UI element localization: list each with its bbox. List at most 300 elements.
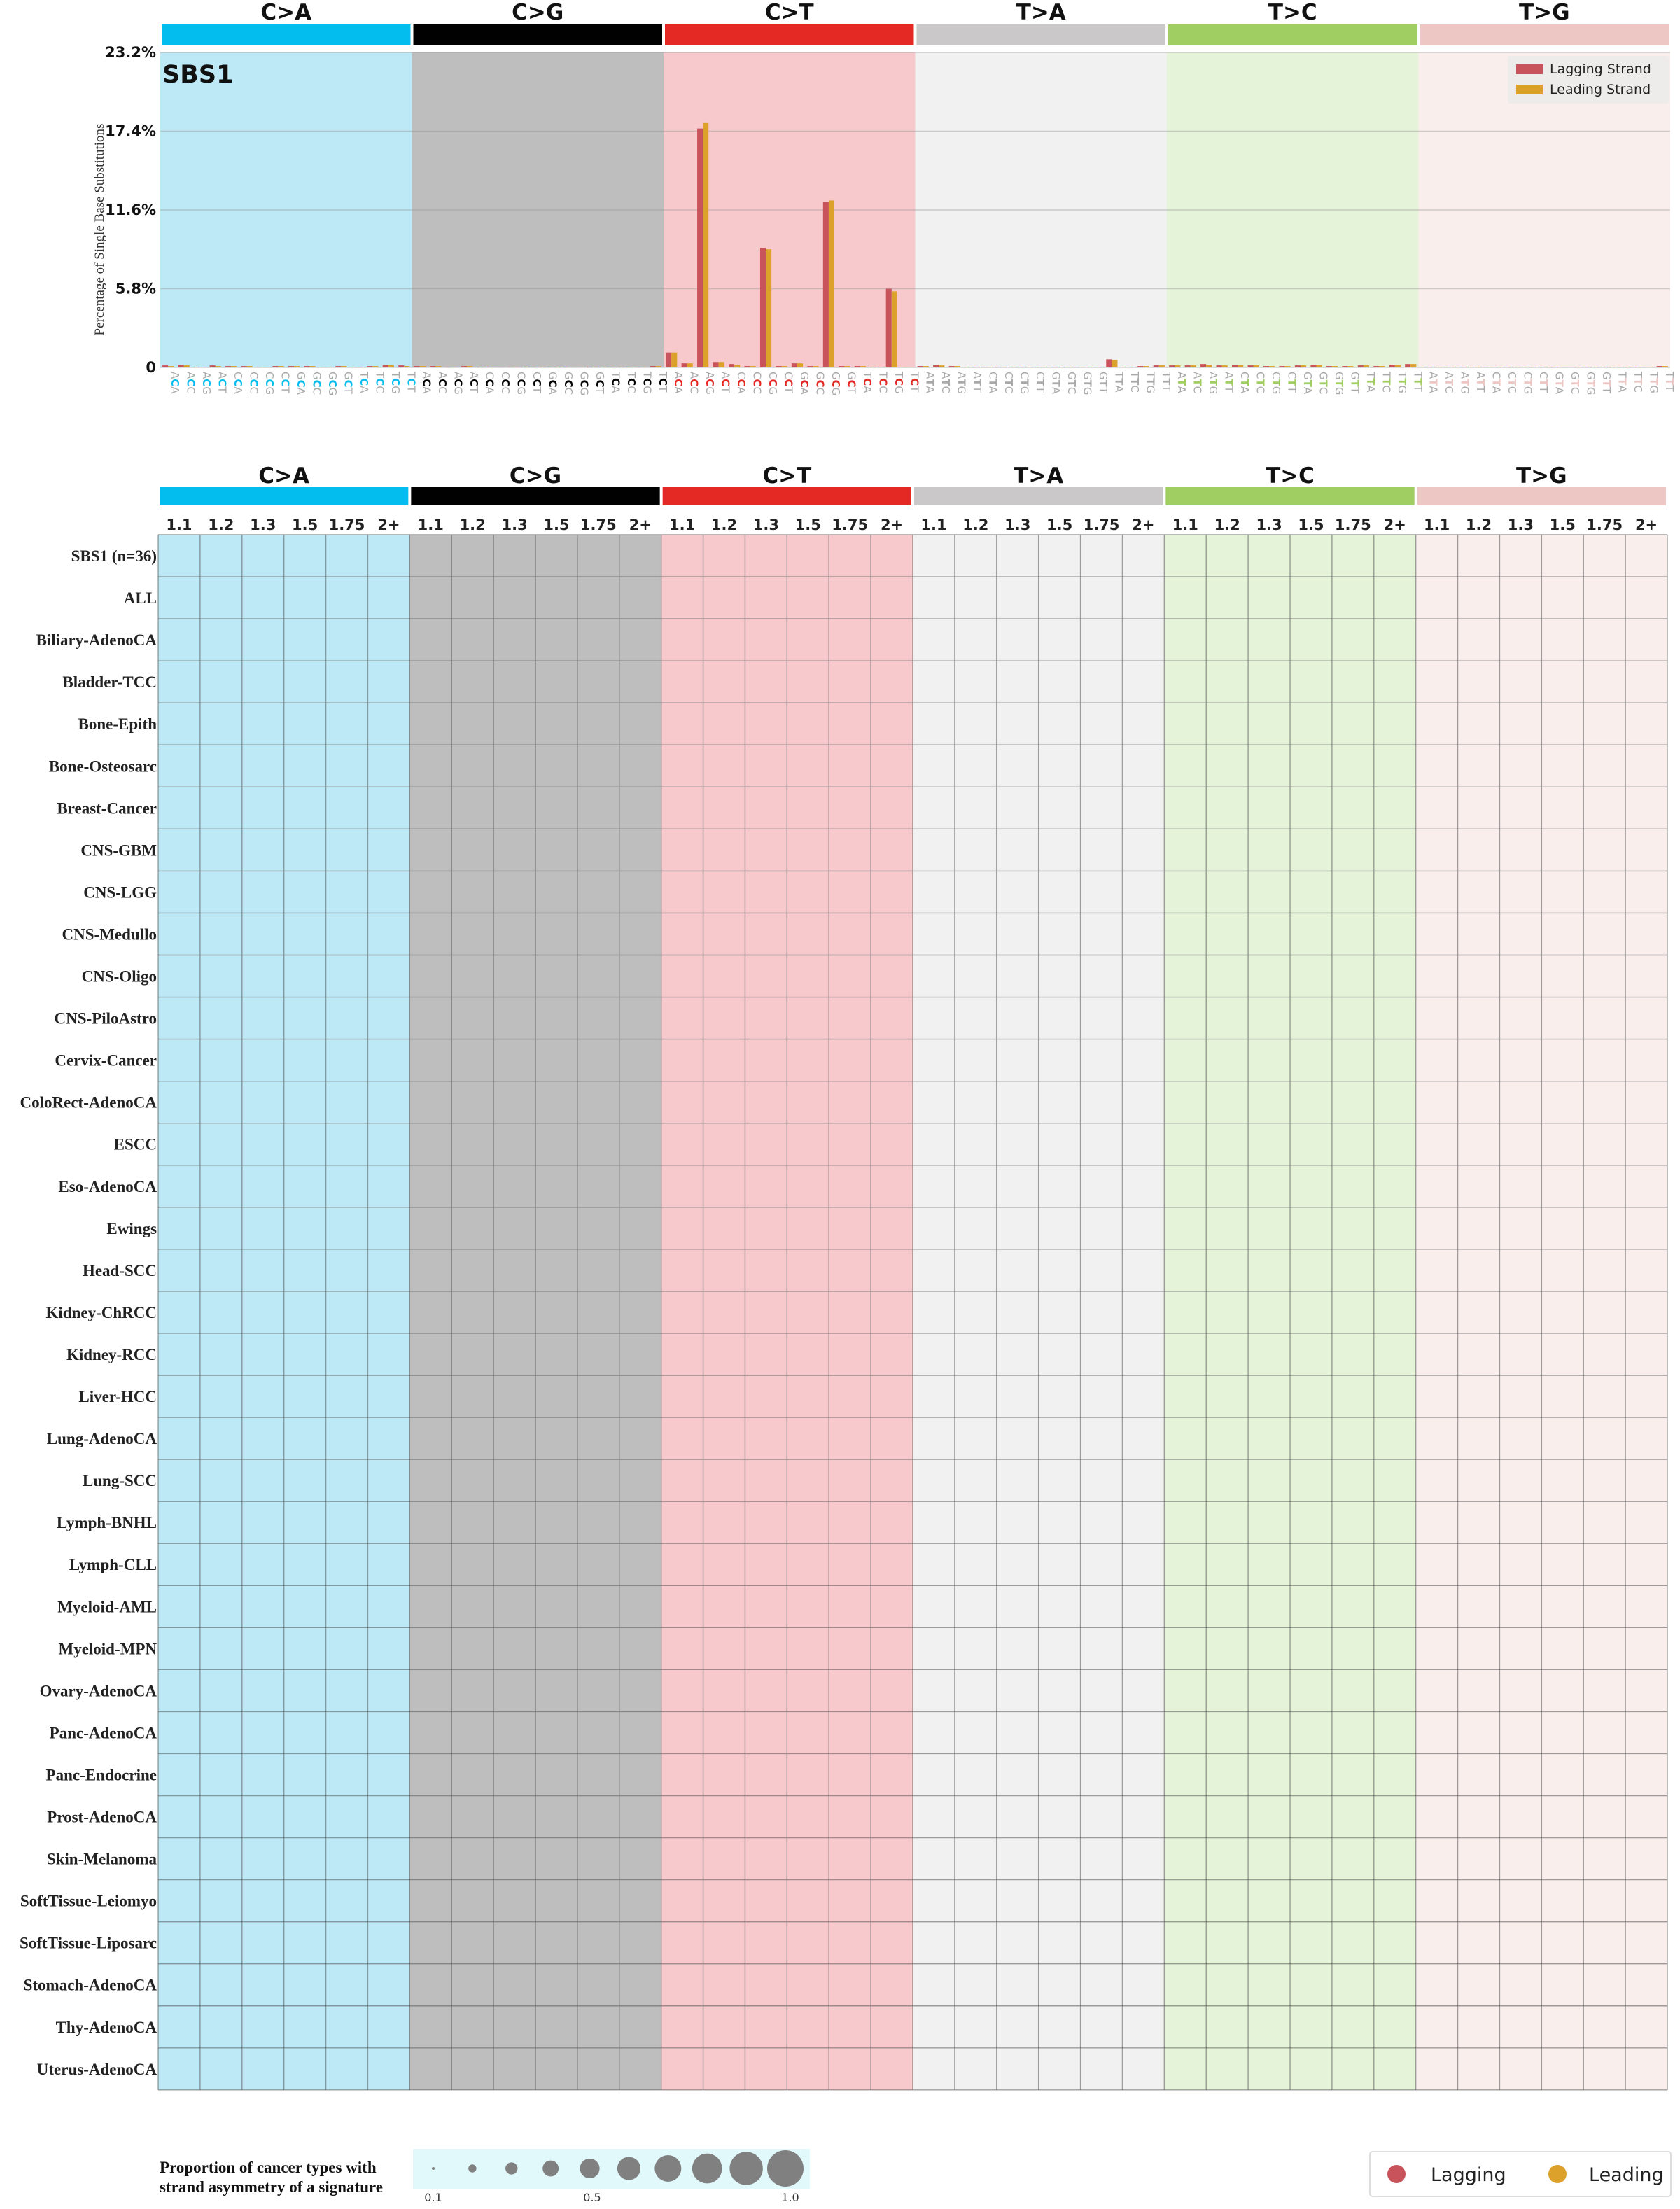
grid-col-label: 1.5	[1550, 517, 1576, 533]
row-label-cns-medullo: CNS-Medullo	[62, 925, 157, 943]
bar-lagging-strand-67	[1217, 365, 1222, 367]
grid-col-label: 1.5	[795, 517, 821, 533]
row-label-bone-osteosarc: Bone-Osteosarc	[49, 757, 157, 775]
x-tick-label: ACG	[200, 372, 213, 395]
grid-col-label: 1.5	[1298, 517, 1324, 533]
grid-col-label: 2+	[1132, 517, 1154, 533]
x-tick-label: TCA	[358, 371, 370, 393]
x-tick-label: GTT	[1097, 372, 1110, 394]
x-tick-label: CTG	[1018, 372, 1031, 394]
row-label-cns-gbm: CNS-GBM	[80, 841, 157, 859]
bar-lagging-strand-13	[367, 366, 372, 367]
row-label-cns-oligo: CNS-Oligo	[82, 968, 157, 986]
row-label-lymph-bnhl: Lymph-BNHL	[57, 1514, 157, 1531]
x-tick-label: TCG	[892, 371, 905, 394]
y-tick-label: 0	[146, 359, 156, 376]
x-tick-label: ACG	[452, 372, 465, 395]
bar-lagging-strand-74	[1326, 366, 1332, 367]
grid-mutation-bands	[160, 463, 1666, 505]
y-axis-ticks	[105, 44, 156, 376]
bar-lagging-strand-95	[1657, 366, 1662, 367]
size-legend-circle	[729, 2152, 762, 2185]
bar-leading-strand-4	[231, 366, 237, 367]
x-tick-label: ACA	[421, 372, 433, 394]
x-tick-label: TCA	[861, 371, 874, 393]
bar-leading-strand-16	[420, 366, 426, 367]
bar-lagging-strand-0	[162, 365, 168, 367]
size-legend-tick-1-0: 1.0	[781, 2191, 799, 2204]
bar-lagging-strand-7	[272, 366, 278, 367]
size-legend-circle	[505, 2162, 517, 2174]
y-tick-label: 17.4%	[105, 123, 156, 140]
grid-band-t-g	[1418, 487, 1666, 505]
bar-lagging-strand-77	[1373, 366, 1379, 367]
bar-leading-strand-71	[1285, 366, 1291, 367]
bar-lagging-strand-76	[1358, 365, 1364, 367]
bottom-legend-label-leading: Leading	[1589, 2164, 1664, 2186]
size-legend-circle	[617, 2157, 640, 2180]
row-label-ewings: Ewings	[106, 1220, 157, 1237]
grid-col-label: 2+	[881, 517, 903, 533]
x-tick-label: GTA	[1049, 372, 1062, 395]
row-label-liver-hcc: Liver-HCC	[78, 1388, 157, 1405]
bar-leading-strand-67	[1222, 365, 1228, 367]
x-tick-label: CCC	[499, 372, 512, 394]
row-label-myeloid-aml: Myeloid-AML	[57, 1598, 157, 1615]
x-tick-label: CCT	[279, 372, 292, 394]
x-tick-label: ACT	[720, 372, 732, 393]
bar-leading-strand-7	[279, 366, 284, 367]
size-legend-title-line2: strand asymmetry of a signature	[160, 2178, 383, 2196]
x-tick-label: TCA	[609, 371, 622, 393]
grid-col-label: 1.5	[1046, 517, 1072, 533]
x-tick-label: TCT	[908, 371, 920, 393]
x-tick-label: GTC	[1317, 372, 1329, 394]
bar-lagging-strand-40	[792, 363, 797, 367]
grid-column-labels	[166, 517, 1658, 533]
top-band-c-g	[414, 24, 663, 45]
legend-swatch-leading	[1516, 85, 1543, 94]
bar-lagging-strand-72	[1295, 365, 1301, 367]
bar-lagging-strand-31	[650, 366, 656, 367]
x-tick-label: ACA	[672, 372, 685, 394]
bar-leading-strand-39	[782, 366, 788, 367]
signature-title: SBS1	[162, 61, 233, 89]
row-label-lymph-cll: Lymph-CLL	[69, 1556, 157, 1573]
x-tick-label: CCG	[766, 372, 779, 395]
x-tick-label: ACC	[185, 372, 197, 394]
x-tick-label: GCC	[813, 372, 826, 395]
x-tick-label: GCC	[562, 372, 575, 395]
bar-leading-strand-64	[1175, 365, 1180, 367]
x-axis-trinucleotide-labels	[169, 371, 1676, 395]
x-tick-label: ACG	[704, 372, 716, 395]
size-legend-tick-0-1: 0.1	[424, 2191, 442, 2204]
bottom-legend-label-lagging: Lagging	[1431, 2164, 1506, 2186]
x-tick-label: CTA	[1490, 372, 1503, 394]
x-tick-label: GCG	[578, 372, 590, 395]
grid-band-label-t-g: T>G	[1516, 463, 1567, 489]
bar-lagging-strand-43	[839, 366, 844, 367]
bar-leading-strand-36	[734, 365, 740, 367]
bar-leading-strand-17	[435, 366, 441, 367]
bar-leading-strand-66	[1206, 365, 1212, 367]
bar-lagging-strand-1	[178, 365, 184, 367]
x-tick-label: CTT	[1537, 372, 1550, 393]
x-tick-label: TTT	[1160, 371, 1172, 392]
x-tick-label: ATC	[939, 372, 952, 393]
grid-col-label: 1.1	[418, 517, 444, 533]
x-tick-label: GCG	[830, 372, 842, 395]
x-tick-label: TTC	[1128, 371, 1141, 393]
grid-col-label: 1.75	[1335, 517, 1371, 533]
bar-lagging-strand-46	[886, 289, 892, 368]
grid-col-label: 1.2	[460, 517, 486, 533]
x-tick-label: ACC	[436, 372, 449, 394]
x-tick-label: ATG	[955, 372, 968, 394]
size-legend-circle	[692, 2154, 722, 2184]
bar-lagging-strand-44	[855, 366, 860, 367]
grid-col-label: 1.3	[753, 517, 779, 533]
bar-leading-strand-11	[341, 366, 346, 367]
x-tick-label: CTA	[987, 372, 1000, 394]
grid-col-label: 1.2	[962, 517, 988, 533]
grid-col-label: 1.1	[1424, 517, 1450, 533]
bar-leading-strand-35	[719, 362, 724, 367]
bar-leading-strand-8	[294, 366, 300, 367]
x-tick-label: CTT	[1034, 372, 1046, 393]
x-tick-label: GTT	[1600, 372, 1613, 394]
bar-lagging-strand-33	[682, 363, 687, 367]
x-tick-label: ACC	[688, 372, 701, 394]
size-legend-circle	[468, 2164, 476, 2172]
x-tick-label: CTA	[1238, 372, 1251, 394]
x-tick-label: TTC	[1632, 371, 1644, 393]
size-legend	[160, 2149, 810, 2204]
grid-band-label-c-g: C>G	[510, 463, 561, 489]
x-tick-label: ATG	[1459, 372, 1471, 394]
row-label-lung-scc: Lung-SCC	[83, 1472, 157, 1489]
bar-leading-strand-63	[1159, 365, 1165, 367]
bar-leading-strand-48	[923, 366, 929, 367]
bar-lagging-strand-48	[918, 366, 923, 367]
grid-col-label: 1.1	[669, 517, 695, 533]
bar-lagging-strand-16	[414, 366, 420, 367]
x-tick-label: GTG	[1584, 372, 1597, 395]
grid-col-label: 1.75	[1586, 517, 1623, 533]
x-tick-label: GTA	[1301, 372, 1314, 395]
bar-lagging-strand-78	[1390, 365, 1395, 367]
grid-band-t-c	[1166, 487, 1414, 505]
bar-lagging-strand-14	[383, 365, 388, 367]
x-tick-label: TTG	[1144, 371, 1156, 393]
legend-label-leading-strand: Leading Strand	[1550, 82, 1651, 97]
x-tick-label: TTA	[1616, 371, 1628, 393]
x-tick-label: CCT	[531, 372, 543, 394]
x-tick-label: GCT	[845, 372, 858, 395]
bar-lagging-strand-35	[713, 362, 719, 367]
bar-lagging-strand-49	[933, 365, 939, 367]
size-legend-circle	[654, 2155, 681, 2182]
size-legend-circle	[432, 2167, 435, 2170]
x-tick-label: TTT	[1663, 371, 1676, 392]
grid-col-label: 1.5	[543, 517, 569, 533]
bar-leading-strand-65	[1191, 365, 1196, 367]
bar-leading-strand-38	[766, 249, 771, 367]
bottom-legend-marker-lagging	[1387, 2165, 1406, 2183]
x-tick-label: GTA	[1553, 372, 1565, 395]
bar-leading-strand-42	[829, 200, 834, 367]
grid-row-labels	[20, 547, 157, 2078]
bar-leading-strand-50	[955, 366, 960, 367]
top-band-c-a	[162, 24, 411, 45]
bar-leading-strand-32	[671, 353, 677, 367]
x-tick-label: CTC	[1506, 372, 1518, 393]
x-tick-label: CTT	[1286, 372, 1298, 393]
bar-leading-strand-49	[939, 365, 944, 367]
bar-lagging-strand-50	[949, 366, 955, 367]
row-label-eso-adenoca: Eso-AdenoCA	[58, 1178, 157, 1195]
row-label-kidney-chrcc: Kidney-ChRCC	[46, 1304, 157, 1321]
bar-lagging-strand-36	[729, 364, 734, 367]
top-band-t-a	[917, 24, 1166, 45]
grid-col-label: 1.75	[580, 517, 617, 533]
bar-leading-strand-5	[247, 366, 253, 367]
x-tick-label: ATC	[1191, 372, 1204, 393]
row-label-colorect-adenoca: ColoRect-AdenoCA	[20, 1094, 158, 1111]
bar-lagging-strand-73	[1310, 365, 1316, 367]
size-legend-tick-0-5: 0.5	[583, 2191, 601, 2204]
x-tick-label: ATC	[1443, 372, 1455, 393]
x-tick-label: CCC	[248, 372, 260, 394]
bar-leading-strand-37	[750, 366, 756, 367]
bar-lagging-strand-17	[430, 366, 435, 367]
x-tick-label: TCT	[405, 371, 417, 393]
bar-leading-strand-13	[372, 366, 378, 367]
bar-leading-strand-19	[467, 366, 472, 367]
top-band-t-g	[1420, 24, 1670, 45]
row-label-cervix-cancer: Cervix-Cancer	[55, 1052, 157, 1070]
size-legend-circle	[580, 2159, 600, 2178]
x-tick-label: GCA	[546, 372, 559, 395]
row-label-uterus-adenoca: Uterus-AdenoCA	[37, 2061, 158, 2078]
x-tick-label: GTC	[1569, 372, 1581, 394]
grid-col-label: 2+	[377, 517, 400, 533]
y-tick-label: 11.6%	[105, 202, 156, 218]
x-tick-label: CCT	[783, 372, 795, 394]
row-label-all: ALL	[124, 589, 157, 607]
top-band-label-t-a: T>A	[1016, 0, 1066, 25]
x-tick-label: GCA	[295, 372, 307, 395]
grid-band-label-t-c: T>C	[1266, 463, 1315, 489]
bar-leading-strand-79	[1410, 364, 1416, 367]
bar-leading-strand-31	[656, 366, 662, 367]
grid-col-label: 1.2	[1466, 517, 1492, 533]
grid-col-label: 2+	[1635, 517, 1658, 533]
grid-col-label: 1.2	[711, 517, 737, 533]
x-tick-label: GTG	[1333, 372, 1345, 395]
grid-col-label: 1.2	[208, 517, 234, 533]
bar-lagging-strand-3	[210, 365, 216, 367]
y-tick-label: 5.8%	[115, 281, 156, 297]
row-label-head-scc: Head-SCC	[83, 1262, 157, 1279]
x-tick-label: ATT	[1223, 372, 1236, 393]
x-tick-label: CTC	[1002, 372, 1015, 393]
bar-leading-strand-62	[1143, 366, 1149, 367]
bar-leading-strand-44	[860, 366, 866, 367]
bar-leading-strand-43	[844, 366, 850, 367]
bar-lagging-strand-9	[304, 366, 309, 367]
bottom-legend	[1370, 2152, 1671, 2196]
y-axis-label: Percentage of Single Base Substitutions	[92, 124, 107, 336]
row-label-bladder-tcc: Bladder-TCC	[62, 673, 157, 691]
bar-leading-strand-0	[168, 366, 174, 367]
grid-col-label: 1.3	[501, 517, 527, 533]
bar-leading-strand-75	[1348, 366, 1353, 367]
grid-col-label: 1.3	[1004, 517, 1030, 533]
x-tick-label: CCG	[263, 372, 276, 395]
x-tick-label: TTG	[1647, 371, 1660, 393]
x-tick-label: CCG	[515, 372, 528, 395]
grid-col-label: 1.1	[1172, 517, 1198, 533]
row-label-skin-melanoma: Skin-Melanoma	[47, 1851, 158, 1868]
x-tick-label: ATA	[924, 372, 937, 394]
bar-lagging-strand-32	[666, 353, 671, 367]
bar-lagging-strand-62	[1138, 366, 1143, 367]
bar-leading-strand-74	[1332, 366, 1338, 367]
size-legend-circle	[542, 2161, 559, 2177]
x-tick-label: GCG	[326, 372, 339, 395]
bar-lagging-strand-39	[776, 366, 781, 367]
bar-lagging-strand-38	[760, 248, 766, 367]
grid-col-label: 1.3	[250, 517, 276, 533]
x-tick-label: GTC	[1065, 372, 1078, 394]
bar-lagging-strand-41	[807, 366, 813, 367]
bar-lagging-strand-11	[335, 366, 341, 367]
bar-lagging-strand-79	[1405, 364, 1410, 367]
x-tick-label: ACT	[216, 372, 229, 393]
x-tick-label: ATG	[1207, 372, 1219, 394]
x-tick-label: TTG	[1396, 371, 1408, 393]
row-label-ovary-adenoca: Ovary-AdenoCA	[40, 1682, 158, 1699]
bar-leading-strand-14	[388, 365, 394, 367]
x-tick-label: TCG	[389, 371, 402, 394]
bar-lagging-strand-37	[744, 366, 750, 367]
bar-leading-strand-60	[1112, 360, 1117, 367]
bar-leading-strand-70	[1269, 366, 1275, 367]
grid-band-c-g	[411, 487, 659, 505]
x-tick-label: TTA	[1112, 371, 1125, 393]
x-tick-label: TCG	[640, 371, 653, 394]
bar-lagging-strand-19	[461, 366, 467, 367]
bar-lagging-strand-70	[1264, 366, 1269, 367]
x-tick-label: CTG	[1270, 372, 1282, 394]
y-tick-label: 23.2%	[105, 44, 156, 61]
x-tick-label: GCA	[798, 372, 811, 395]
x-tick-label: CCA	[484, 372, 496, 395]
bar-leading-strand-69	[1254, 365, 1259, 367]
x-tick-label: ATT	[971, 372, 983, 393]
bar-leading-strand-1	[184, 365, 190, 367]
grid-band-t-a	[914, 487, 1163, 505]
top-band-label-c-a: C>A	[260, 0, 312, 25]
grid-col-label: 2+	[629, 517, 652, 533]
bar-leading-strand-40	[797, 363, 803, 367]
bar-leading-strand-46	[892, 291, 897, 367]
bar-lagging-strand-60	[1106, 359, 1112, 367]
bar-lagging-strand-66	[1200, 364, 1206, 367]
bar-leading-strand-78	[1395, 365, 1401, 367]
x-tick-label: TCC	[876, 371, 889, 393]
bar-leading-strand-77	[1379, 366, 1385, 367]
bottom-legend-marker-leading	[1548, 2165, 1567, 2183]
x-tick-label: TCC	[373, 371, 386, 393]
grid-band-label-t-a: T>A	[1014, 463, 1063, 489]
size-legend-circle	[767, 2150, 804, 2187]
x-tick-label: GTG	[1081, 372, 1093, 395]
grid-col-label: 1.75	[329, 517, 365, 533]
bar-lagging-strand-63	[1154, 365, 1159, 367]
bar-leading-strand-41	[813, 366, 818, 367]
grid-col-label: 1.75	[832, 517, 868, 533]
row-label-cns-piloastro: CNS-PiloAstro	[54, 1010, 157, 1028]
x-tick-label: CTC	[1254, 372, 1267, 393]
grid-col-label: 1.5	[292, 517, 318, 533]
top-band-label-c-t: C>T	[765, 0, 814, 25]
x-tick-label: ATA	[1175, 372, 1188, 394]
top-legend	[1508, 56, 1669, 104]
bar-leading-strand-3	[216, 366, 221, 367]
bar-leading-strand-73	[1316, 365, 1322, 367]
bar-leading-strand-15	[404, 366, 410, 367]
bar-lagging-strand-65	[1185, 365, 1191, 367]
row-label-bone-epith: Bone-Epith	[78, 715, 158, 733]
bar-leading-strand-76	[1364, 365, 1369, 367]
grid-col-label: 1.3	[1256, 517, 1282, 533]
grid-band-c-a	[160, 487, 408, 505]
grid-band-label-c-a: C>A	[258, 463, 309, 489]
x-tick-label: GTT	[1348, 372, 1361, 394]
top-band-label-t-g: T>G	[1519, 0, 1570, 25]
bar-lagging-strand-69	[1247, 365, 1253, 367]
x-tick-label: TTT	[1411, 371, 1424, 392]
x-tick-label: ACA	[169, 372, 181, 394]
bar-lagging-strand-64	[1169, 365, 1175, 367]
row-label-softtissue-liposarc: SoftTissue-Liposarc	[20, 1935, 157, 1952]
top-band-c-t	[665, 24, 914, 45]
legend-label-lagging-strand: Lagging Strand	[1550, 62, 1651, 77]
row-label-stomach-adenoca: Stomach-AdenoCA	[24, 1977, 158, 1994]
row-label-breast-cancer: Breast-Cancer	[57, 799, 157, 817]
grid-col-label: 1.2	[1214, 517, 1240, 533]
bar-leading-strand-34	[703, 123, 708, 367]
row-label-myeloid-mpn: Myeloid-MPN	[58, 1640, 157, 1657]
bar-leading-strand-95	[1662, 366, 1668, 367]
x-tick-label: ATT	[1474, 372, 1487, 393]
x-tick-label: GCT	[594, 372, 606, 395]
x-tick-label: ATA	[1427, 372, 1440, 394]
bar-lagging-strand-34	[697, 129, 703, 367]
top-band-label-t-c: T>C	[1268, 0, 1317, 25]
grid-col-label: 2+	[1384, 517, 1406, 533]
row-label-prost-adenoca: Prost-AdenoCA	[47, 1809, 157, 1826]
x-tick-label: CCA	[735, 372, 748, 395]
grid-band-label-c-t: C>T	[762, 463, 811, 489]
bar-lagging-strand-8	[288, 366, 294, 367]
bar-leading-strand-33	[687, 363, 693, 367]
legend-swatch-lagging	[1516, 64, 1543, 74]
x-tick-label: ACT	[468, 372, 480, 393]
